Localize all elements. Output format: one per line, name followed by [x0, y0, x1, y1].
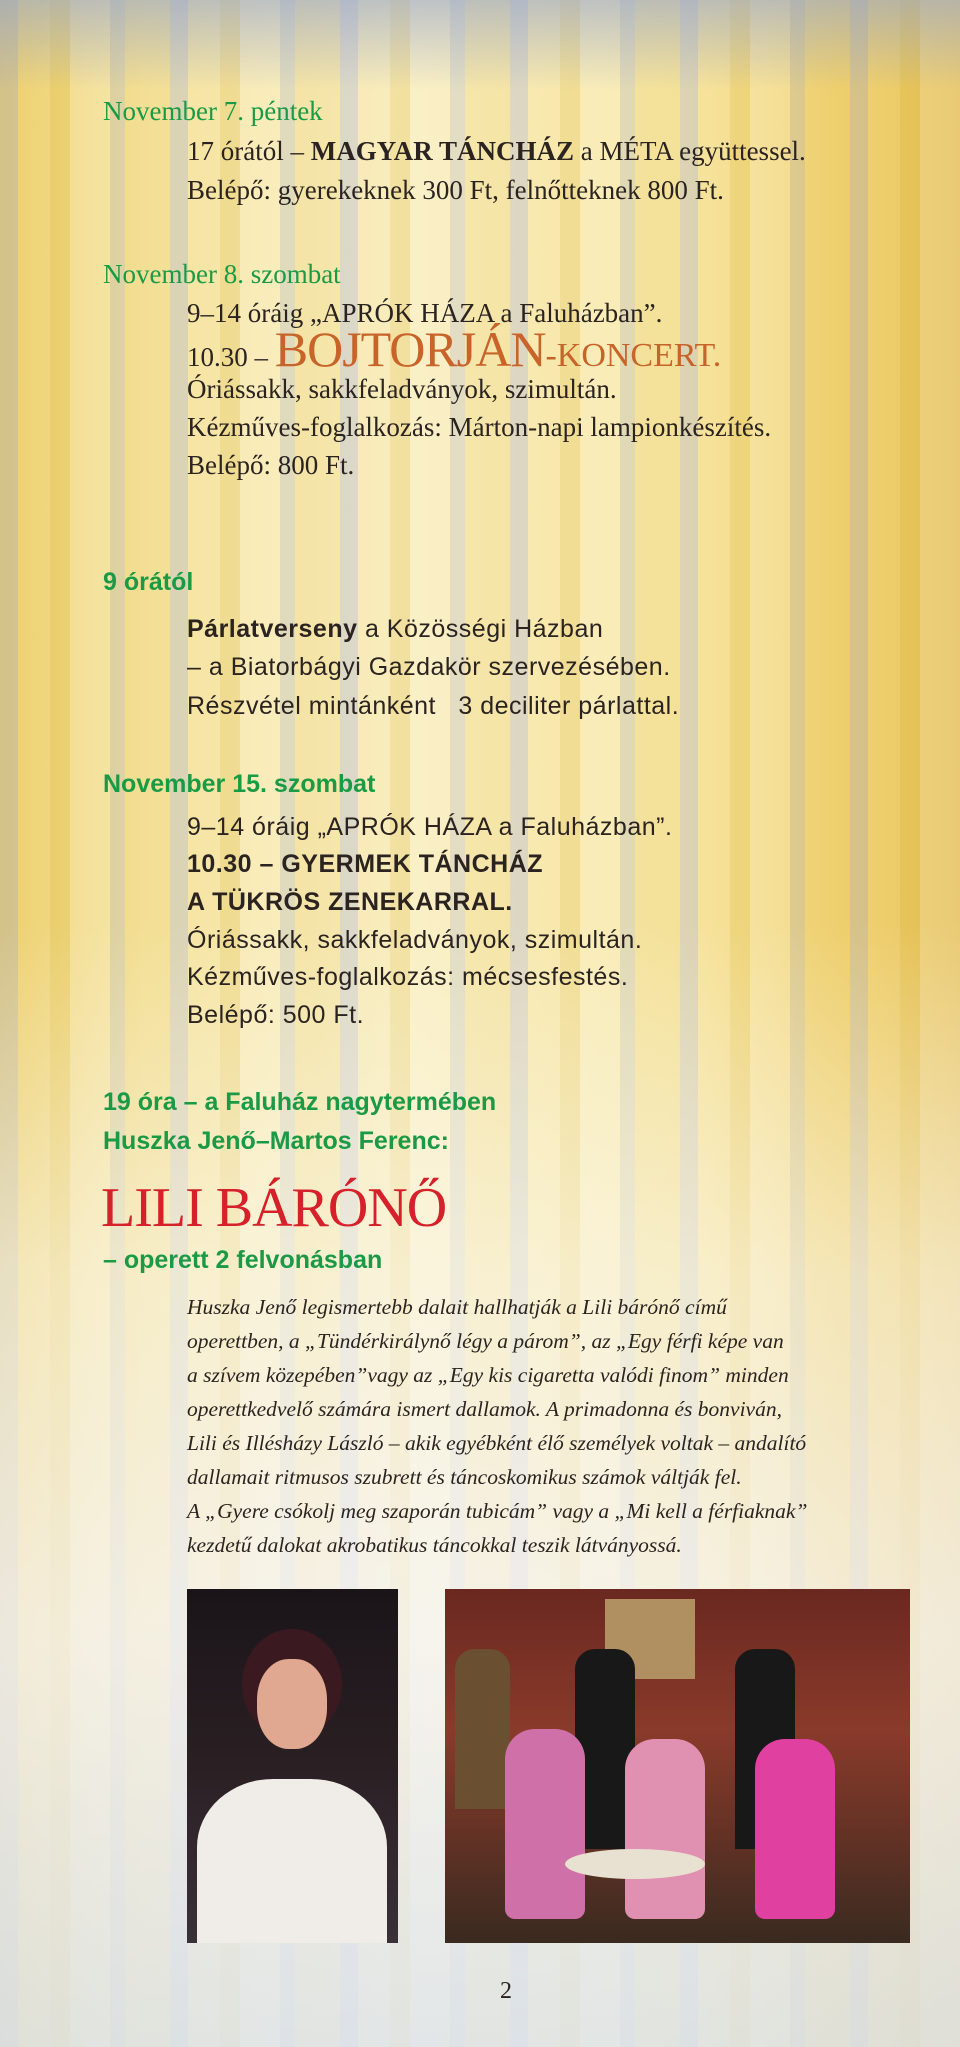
description-line: Lili és Illésházy László – akik egyébként élő személyek voltak – andalító	[187, 1431, 807, 1455]
nov7-price: Belépő: gyerekeknek 300 Ft, felnőtteknek 800 Ft.	[187, 175, 724, 205]
text: a Közösségi Házban	[357, 615, 604, 643]
text: a MÉTA együttessel.	[574, 136, 806, 166]
face	[257, 1659, 327, 1749]
description-line: dallamait ritmusos szubrett és táncoskomikus számok váltják fel.	[187, 1465, 742, 1489]
nov7-line1	[187, 134, 806, 168]
nov15-header: November 15. szombat	[103, 770, 376, 798]
actress	[625, 1739, 705, 1919]
nov15-line5: Kézműves-foglalkozás: mécsesfestés.	[187, 963, 629, 991]
nov8-line3: Óriássakk, sakkfeladványok, szimultán.	[187, 374, 617, 404]
operett-authors: Huszka Jenő–Martos Ferenc:	[103, 1127, 449, 1155]
text: 17 órától –	[187, 136, 311, 166]
nov8-line1: 9–14 óráig „APRÓK HÁZA a Faluházban”.	[187, 298, 663, 328]
concert-name: BOJTORJÁN	[274, 321, 546, 377]
white-dress	[197, 1779, 387, 1943]
event-name: MAGYAR TÁNCHÁZ	[310, 136, 575, 166]
text: 10.30 –	[187, 342, 275, 372]
description-line: kezdetű dalokat akrobatikus táncokkal teszik látványossá.	[187, 1533, 682, 1557]
background-top	[0, 0, 960, 90]
nov8-price: Belépő: 800 Ft.	[187, 450, 355, 480]
event-name: Párlatverseny	[187, 615, 358, 643]
page-number: 2	[500, 1978, 512, 2004]
palinka-line1	[187, 612, 603, 646]
description-line: Huszka Jenő legismertebb dalait hallhatják a Lili bárónő című	[187, 1295, 727, 1319]
nov8-line4: Kézműves-foglalkozás: Márton-napi lampionkészítés.	[187, 412, 772, 442]
table	[565, 1849, 705, 1879]
nov15-line2: 10.30 – GYERMEK TÁNCHÁZ	[187, 850, 544, 878]
prima-donna-photo	[187, 1589, 398, 1943]
nov15-line3: A TÜKRÖS ZENEKARRAL.	[187, 888, 513, 916]
operett-title: LILI BÁRÓNŐ	[101, 1177, 447, 1239]
nov7-header: November 7. péntek	[103, 96, 323, 126]
actor	[455, 1649, 510, 1809]
palinka-header: 9 órától	[103, 568, 194, 596]
nov15-line4: Óriássakk, sakkfeladványok, szimultán.	[187, 926, 643, 954]
operett-time: 19 óra – a Faluház nagytermében	[103, 1088, 497, 1116]
description-line: a szívem közepében”vagy az „Egy kis cigaretta valódi finom” minden	[187, 1363, 789, 1387]
nov8-header: November 8. szombat	[103, 259, 341, 289]
actress	[755, 1739, 835, 1919]
text: -KONCERT.	[545, 337, 722, 374]
palinka-line3: Részvétel mintánként 3 deciliter párlattal.	[187, 692, 680, 720]
operett-subtitle: – operett 2 felvonásban	[103, 1246, 383, 1274]
palinka-line2: – a Biatorbágyi Gazdakör szervezésében.	[187, 653, 671, 681]
description-line: operettkedvelő számára ismert dallamok. A primadonna és bonviván,	[187, 1397, 782, 1421]
description-line: operettben, a „Tündérkirálynő légy a párom”, az „Egy férfi képe van	[187, 1329, 784, 1353]
actress	[505, 1729, 585, 1919]
description-line: A „Gyere csókolj meg szaporán tubicám” vagy a „Mi kell a férfiaknak”	[187, 1499, 808, 1523]
nov15-price: Belépő: 500 Ft.	[187, 1001, 365, 1029]
cast-photo	[445, 1589, 910, 1943]
nov15-line1: 9–14 óráig „APRÓK HÁZA a Faluházban”.	[187, 813, 673, 841]
